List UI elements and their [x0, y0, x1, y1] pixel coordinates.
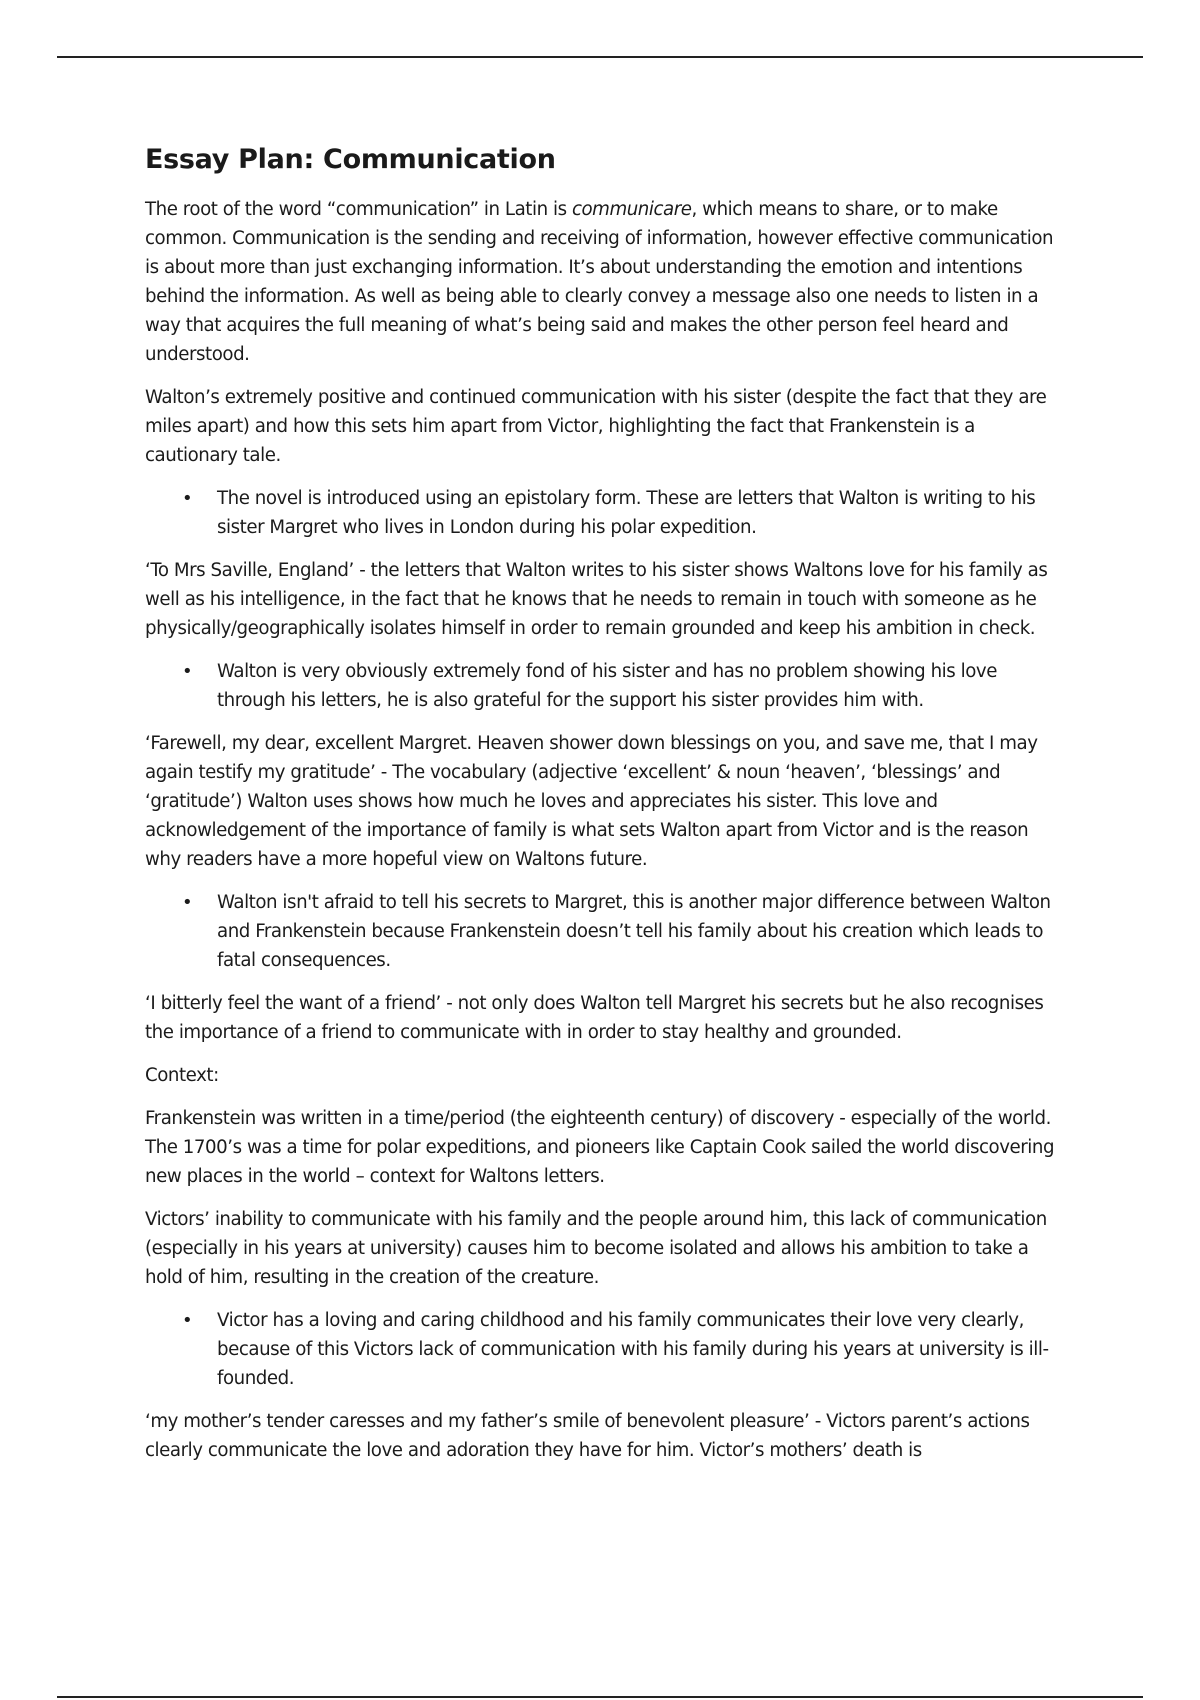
- document-title: Essay Plan: Communication: [145, 144, 556, 175]
- bullet-dot-icon: •: [182, 488, 193, 509]
- bullet-list: [145, 657, 1057, 715]
- paragraph: ‘Farewell, my dear, excellent Margret. Heaven shower down blessings on you, and save me, that I may again testify my gratitude’ - The vocabulary (adjective ‘excellent’ & noun ‘heaven’, ‘blessings’ and ‘gratitude’) Walton uses shows how much he loves and appreciates his sister. This love and acknowledgement of the importance of family is what sets Walton apart from Victor and is the reason why readers have a more hopeful view on Waltons future.: [145, 733, 1038, 870]
- paragraph-text: The root of the word “communication” in Latin is: [145, 199, 572, 220]
- bullet-item: [145, 1306, 1057, 1393]
- bullet-dot-icon: •: [182, 661, 193, 682]
- bullet-text: The novel is introduced using an epistolary form. These are letters that Walton is writing to his sister Margret who lives in London during his polar expedition.: [217, 488, 1036, 538]
- bullet-text: Walton is very obviously extremely fond of his sister and has no problem showing his love through his letters, he is also grateful for the support his sister provides him with.: [217, 661, 997, 711]
- paragraph: [145, 195, 1057, 369]
- paragraph: Victors’ inability to communicate with his family and the people around him, this lack of communication (especially in his years at university) causes him to become isolated and allows his ambition to take a hold of him, resulting in the creation of the creature.: [145, 1209, 1047, 1288]
- bullet-dot-icon: •: [182, 1310, 193, 1331]
- bullet-item: [145, 657, 1057, 715]
- top-rule: [57, 56, 1143, 58]
- bullet-text: Victor has a loving and caring childhood and his family communicates their love very clearly, because of this Victors lack of communication with his family during his years at university is ill-founded.: [217, 1310, 1049, 1389]
- bullet-list: [145, 1306, 1057, 1393]
- bullet-item: [145, 484, 1057, 542]
- bullet-dot-icon: •: [182, 892, 193, 913]
- paragraph: ‘my mother’s tender caresses and my father’s smile of benevolent pleasure’ - Victors parent’s actions clearly communicate the love and adoration they have for him. Victor’s mothers’ death is: [145, 1411, 1030, 1461]
- document-body: [145, 195, 1057, 1465]
- paragraph: Walton’s extremely positive and continued communication with his sister (despite the fact that they are miles apart) and how this sets him apart from Victor, highlighting the fact that Frankenstein is a cautionary tale.: [145, 387, 1047, 466]
- paragraph-text: , which means to share, or to make common. Communication is the sending and receiving of information, however effective communication is about more than just exchanging information. It’s about understanding the emotion and intentions behind the information. As well as being able to clearly convey a message also one needs to listen in a way that acquires the full meaning of what’s being said and makes the other person feel heard and understood.: [145, 199, 1054, 365]
- paragraph: Context:: [145, 1065, 219, 1086]
- italic-term: communicare: [571, 199, 692, 220]
- paragraph: ‘To Mrs Saville, England’ - the letters that Walton writes to his sister shows Waltons love for his family as well as his intelligence, in the fact that he knows that he needs to remain in touch with someone as he physically/geographically isolates himself in order to remain grounded and keep his ambition in check.: [145, 560, 1048, 639]
- paragraph: ‘I bitterly feel the want of a friend’ - not only does Walton tell Margret his secrets but he also recognises the importance of a friend to communicate with in order to stay healthy and grounded.: [145, 993, 1044, 1043]
- bullet-list: [145, 888, 1057, 975]
- bottom-rule: [57, 1696, 1143, 1698]
- document-page: [145, 144, 1057, 1479]
- bullet-text: Walton isn't afraid to tell his secrets to Margret, this is another major difference between Walton and Frankenstein because Frankenstein doesn’t tell his family about his creation which leads to fatal consequences.: [217, 892, 1051, 971]
- paragraph: Frankenstein was written in a time/period (the eighteenth century) of discovery - especially of the world. The 1700’s was a time for polar expeditions, and pioneers like Captain Cook sailed the world discovering new places in the world – context for Waltons letters.: [145, 1108, 1055, 1187]
- bullet-list: [145, 484, 1057, 542]
- bullet-item: [145, 888, 1057, 975]
